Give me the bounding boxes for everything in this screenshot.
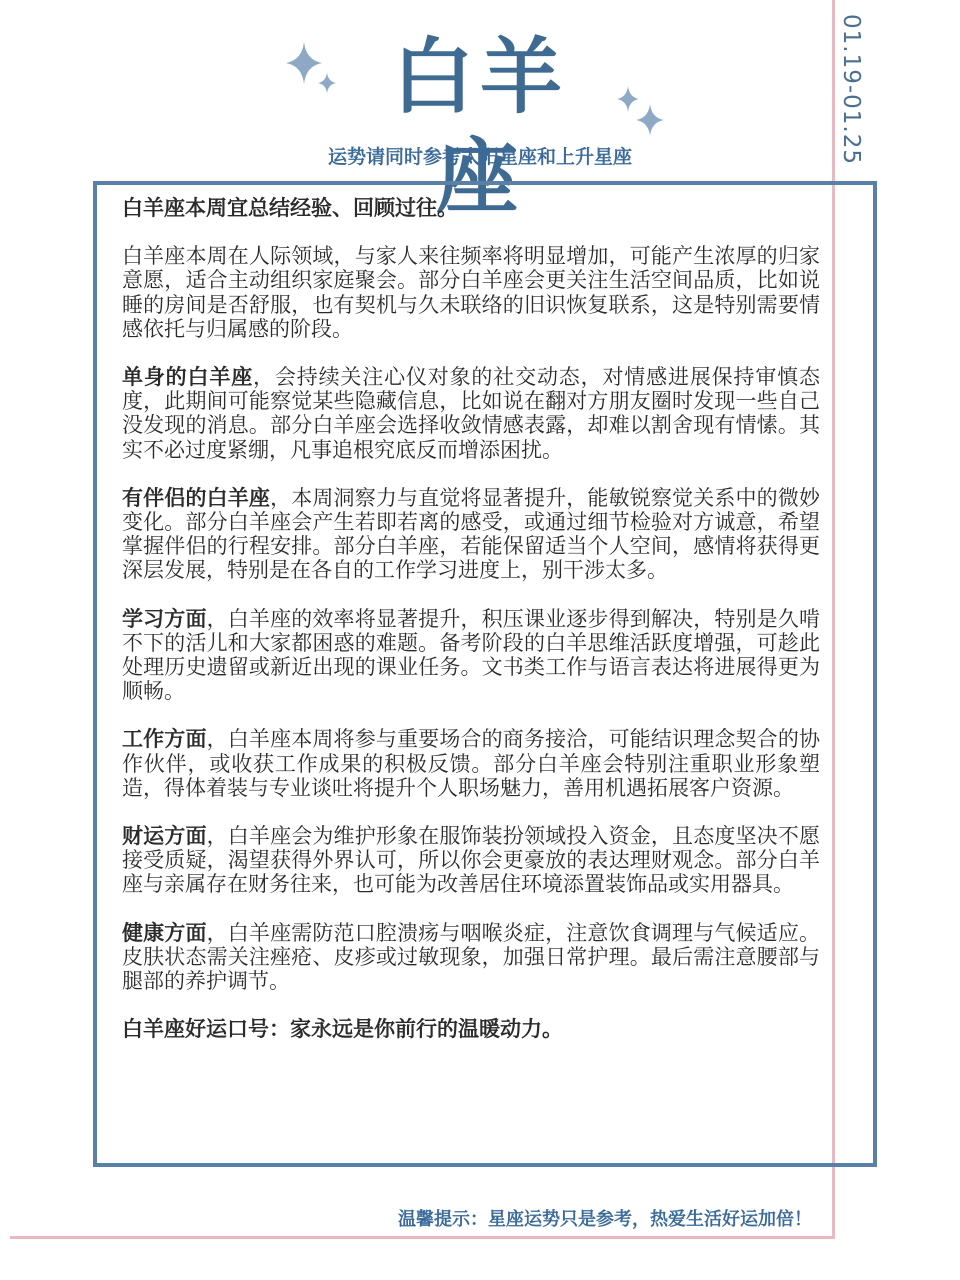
work-paragraph xyxy=(122,727,820,800)
single-label: 单身的白羊座 xyxy=(122,365,254,390)
wealth-label: 财运方面 xyxy=(122,824,207,849)
work-text: ，白羊座本周将参与重要场合的商务接洽，可能结识理念契合的协作伙伴，或收获工作成果的积极反馈。部分白羊座会特别注重职业形象塑造，得体着装与专业谈吐将提升个人职场魅力，善用机遇拓展客户资源。 xyxy=(122,727,820,800)
study-paragraph xyxy=(122,607,820,704)
partnered-text: ，本周洞察力与直觉将显著提升，能敏锐察觉关系中的微妙变化。部分白羊座会产生若即若离的感受，或通过细节检验对方诚意，希望掌握伴侣的行程安排。部分白羊座，若能保留适当个人空间，感情将获得更深层发展，特别是在各自的工作学习进度上，别干涉太多。 xyxy=(122,485,820,583)
work-label: 工作方面 xyxy=(122,727,207,752)
horoscope-content xyxy=(122,196,820,1065)
sparkle-star-icon xyxy=(286,42,322,84)
partnered-paragraph xyxy=(122,486,820,583)
partnered-label: 有伴侣的白羊座 xyxy=(122,485,271,510)
single-paragraph xyxy=(122,365,820,462)
slogan-line: 白羊座好运口号：家永远是你前行的温暖动力。 xyxy=(122,1017,563,1042)
single-text: ，会持续关注心仪对象的社交动态，对情感进展保持审慎态度，此期间可能察觉某些隐藏信息，比如说在翻对方朋友圈时发现一些自己没发现的消息。部分白羊座会选择收敛情感表露，却难以割舍现有情愫。其实不必过度紧绷，凡事追根究底反而增添困扰。 xyxy=(122,365,821,462)
page-subtitle: 运势请同时参考太阳星座和上升星座 xyxy=(327,146,632,168)
sparkle-star-icon xyxy=(636,104,664,136)
health-paragraph xyxy=(122,921,820,994)
health-label: 健康方面 xyxy=(122,920,207,945)
study-text: ，白羊座的效率将显著提升，积压课业逐步得到解决，特别是久啃不下的活儿和大家都困惑的难题。备考阶段的白羊思维活跃度增强，可趁此处理历史遗留或新近出现的课业任务。文书类工作与语言表达将进展得更为顺畅。 xyxy=(122,606,820,704)
general-paragraph: 白羊座本周在人际领域，与家人来往频率将明显增加，可能产生浓厚的归家意愿，适合主动组织家庭聚会。部分白羊座会更关注生活空间品质，比如说睡的房间是否舒服，也有契机与久未联络的旧识恢复联系，这是特别需要情感依托与归属感的阶段。 xyxy=(122,244,820,341)
intro-line: 白羊座本周宜总结经验、回顾过往。 xyxy=(122,196,458,220)
wealth-text: ，白羊座会为维护形象在服饰装扮领域投入资金，且态度坚决不愿接受质疑，渴望获得外界认可，所以你会更豪放的表达理财观念。部分白羊座与亲属存在财务往来，也可能为改善居住环境添置装饰品或实用器具。 xyxy=(122,824,820,897)
page-title: 白羊座 xyxy=(391,30,568,225)
footer-tip: 温馨提示：星座运势只是参考，热爱生活好运加倍！ xyxy=(398,1209,812,1230)
pink-horizontal-line xyxy=(10,1236,835,1239)
sparkle-star-icon xyxy=(318,72,336,94)
wealth-paragraph xyxy=(122,824,820,897)
health-text: ，白羊座需防范口腔溃疡与咽喉炎症，注意饮食调理与气候适应。皮肤状态需关注痤疮、皮疹或过敏现象，加强日常护理。最后需注意腰部与腿部的养护调节。 xyxy=(122,920,820,994)
study-label: 学习方面 xyxy=(122,606,207,631)
date-range: 01.19-01.25 xyxy=(838,14,864,165)
